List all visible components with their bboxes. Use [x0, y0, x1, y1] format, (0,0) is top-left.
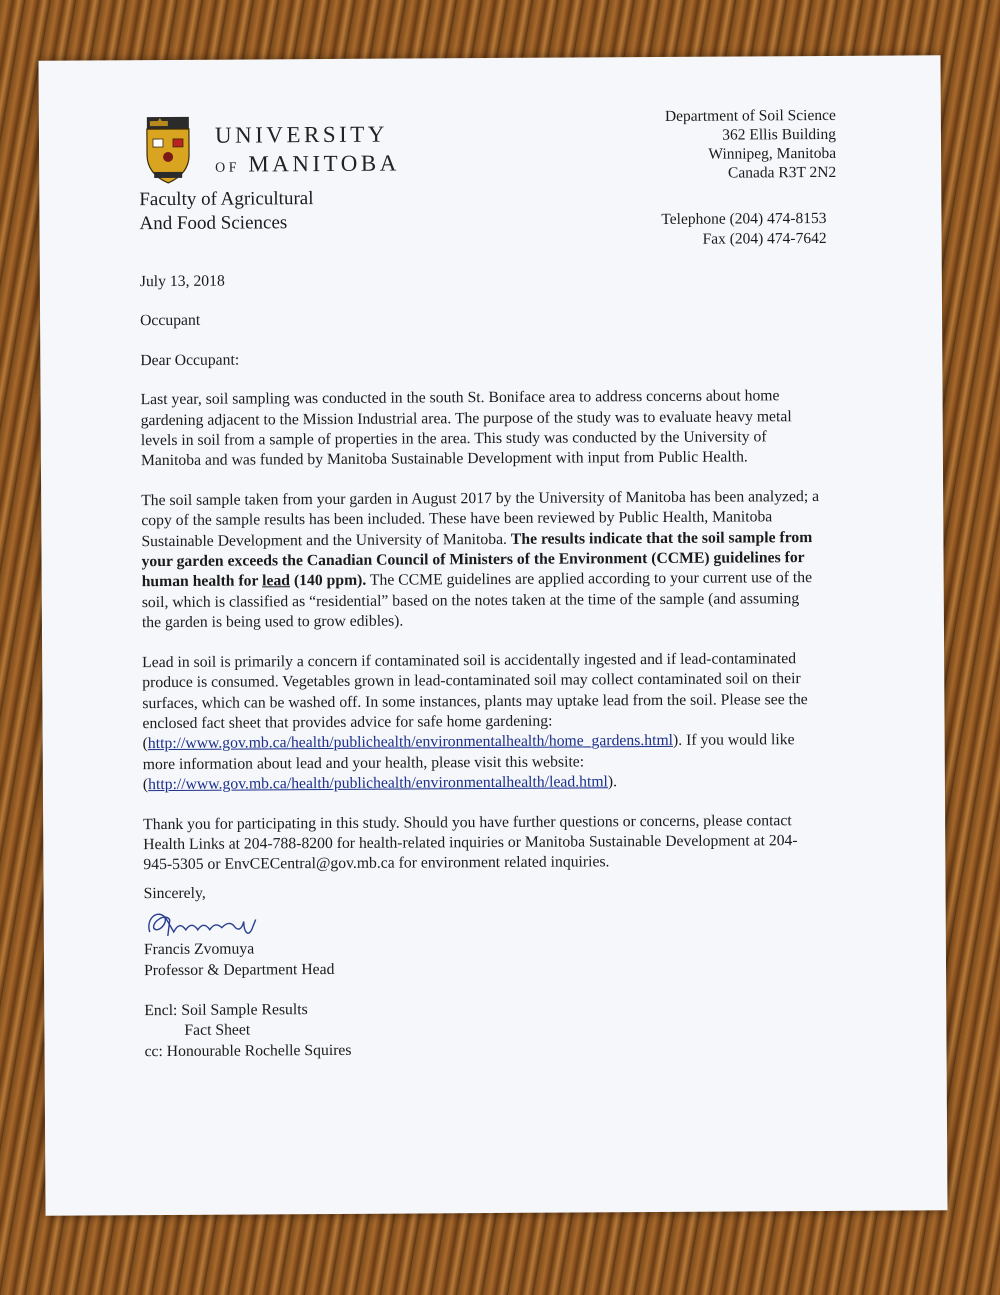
signature-icon	[144, 906, 264, 941]
salutation: Dear Occupant:	[140, 351, 240, 369]
faculty-line2: And Food Sciences	[139, 212, 288, 235]
address-postal: Canada R3T 2N2	[727, 163, 837, 182]
address-city: Winnipeg, Manitoba	[708, 144, 837, 163]
enclosures	[144, 997, 824, 1062]
faculty-line1: Faculty of Agricultural	[139, 188, 314, 211]
paragraph-3-more: If you would like more information about lead and your health, please visit this website:	[142, 731, 795, 773]
paragraph-1: Last year, soil sampling was conducted in the south St. Boniface area to address concerns about home gardening adjacent to the Mission Industrial area. The purpose of the study was to evaluate heavy metal levels in soil from a sample of properties in the area. This study was conducted by the University of Manitoba and was funded by Manitoba Sustainable Development with input from Public Health.	[140, 387, 792, 470]
signer-title: Professor & Department Head	[143, 960, 335, 979]
paragraph-3: Lead in soil is primarily a concern if contaminated soil is accidentally ingested and if lead-contaminated produce is consumed. Vegetables grown in lead-contaminated soil may collect contaminated soil on their surfaces, which can be washed off. In some instances, plants may uptake lead from the soil. Please see the enclosed fact sheet that provides advice for safe home gardening: (http://www.gov.mb.ca/health/publichealth/environmentalhealth/home_gardens.html). If you would like more information about lead and your health, please visit this website: (http://www.gov.mb.ca/health/publichealth/environmentalhealth/lead.html).	[142, 649, 808, 794]
letter-body	[140, 268, 825, 1062]
signer-name: Francis Zvomuya	[143, 940, 255, 959]
lead-ppm: (140 ppm).	[293, 572, 367, 590]
faculty-name	[139, 187, 313, 236]
lead-info-link[interactable]: http://www.gov.mb.ca/health/publichealth/environmentalhealth/lead.html	[148, 773, 608, 794]
department-address	[665, 106, 836, 183]
closing: Sincerely,	[143, 884, 206, 902]
enclosure-1: Encl: Soil Sample Results	[144, 1001, 308, 1020]
lead-term: lead	[262, 572, 291, 590]
contact-numbers	[661, 209, 826, 250]
recipient: Occupant	[140, 312, 201, 330]
paragraph-4: Thank you for participating in this study. Should you have further questions or concerns, please contact Health Links at 204-788-8200 for health-related inquiries or Manitoba Sustainable Development at 204-945-5305 or EnvCECentral@gov.mb.ca for environment related inquiries.	[143, 811, 798, 874]
address-building: 362 Ellis Building	[722, 125, 836, 144]
letter-page	[38, 55, 947, 1215]
telephone: Telephone (204) 474-8153	[661, 209, 827, 228]
finding-text: The results indicate that the soil sample from your garden exceeds the Canadian Council of Ministers of the Environment (CCME) guidelines for human health for	[141, 528, 813, 591]
university-wordmark	[215, 121, 400, 182]
address-dept: Department of Soil Science	[664, 106, 836, 125]
paragraph-2-rest: The CCME guidelines are applied according to your current use of the soil, which is classified as “residential” based on the notes taken at the time of the sample (and assuming the garden is being used to grow edibles).	[141, 569, 813, 632]
letter-date: July 13, 2018	[139, 272, 225, 291]
enclosure-2: Fact Sheet	[184, 1021, 251, 1040]
university-crest-icon	[143, 115, 193, 185]
paragraph-2-intro: The soil sample taken from your garden in August 2017 by the University of Manitoba has been analyzed; a copy of the sample results has been included. These have been reviewed by Public Health, Manitoba Sustainable Development and the University of Manitoba.	[141, 487, 820, 550]
wordmark-line1: UNIVERSITY	[214, 121, 389, 148]
cc-line: cc: Honourable Rochelle Squires	[144, 1041, 352, 1060]
paragraph-2	[141, 487, 822, 634]
wordmark-line2: MANITOBA	[248, 150, 400, 177]
fax: Fax (204) 474-7642	[702, 229, 827, 248]
wordmark-of: OF	[215, 160, 241, 176]
paragraph-3-intro: Lead in soil is primarily a concern if contaminated soil is accidentally ingested and if lead-contaminated produce is consumed. Vegetables grown in lead-contaminated soil may collect contaminated soil on their surfaces, which can be washed off. In some instances, plants may uptake lead from the soil. Please see the enclosed fact sheet that provides advice for safe home gardening:	[142, 649, 808, 733]
home-gardens-link[interactable]: http://www.gov.mb.ca/health/publichealth/environmentalhealth/home_gardens.html	[147, 732, 674, 753]
